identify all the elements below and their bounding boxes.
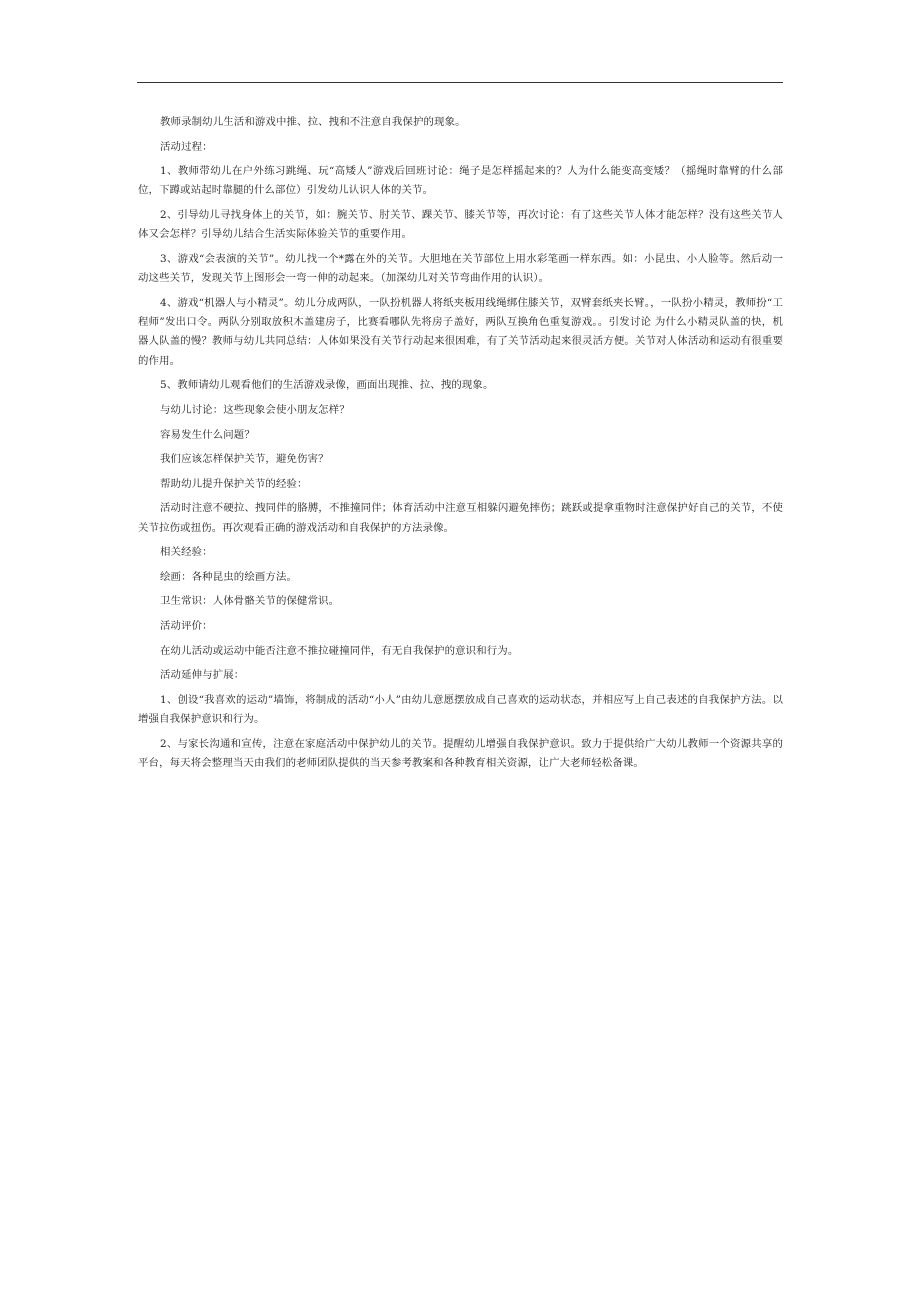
- heading-activity-process: 活动过程：: [160, 140, 213, 153]
- paragraph-discussion-question-1: 与幼儿讨论：这些现象会使小朋友怎样？: [160, 403, 350, 416]
- paragraph-protection-tips: 活动时注意不硬拉、拽同伴的胳膊，不推撞同伴；体育活动中注意互相躲闪避免摔伤；跳跃或提拿重物时注意保护好自己的关节，不使关节拉伤或扭伤。再次观看正确的游戏活动和自我保护的方法录像。: [138, 502, 783, 534]
- paragraph-extension-1: 1、创设“我喜欢的运动”墙饰，将制成的活动“小人”由幼儿意愿摆放成自己喜欢的运动状态，并相应写上自己表述的自我保护方法。以增强自我保护意识和行为。: [138, 693, 783, 726]
- document-body: [138, 113, 783, 779]
- paragraph-step-2: 2、引导幼儿寻找身体上的关节，如：腕关节、肘关节、踝关节、膝关节等，再次讨论：有了这些关节人体才能怎样？没有这些关节人体又会怎样？引导幼儿结合生活实际体验关节的重要作用。: [138, 209, 783, 241]
- heading-related-experience: 相关经验：: [160, 546, 213, 559]
- paragraph-step-3: 3、游戏“会表演的关节”。幼儿找一个*露在外的关节。大胆地在关节部位上用水彩笔画一样东西。如：小昆虫、小人脸等。然后动一动这些关节，发现关节上图形会一弯一伸的动起来。（加深幼儿对关节弯曲作用的认识）。: [138, 252, 783, 285]
- heading-activity-evaluation: 活动评价：: [160, 619, 213, 632]
- paragraph-extension-2: 2、与家长沟通和宣传，注意在家庭活动中保护幼儿的关节。提醒幼儿增强自我保护意识。致力于提供给广大幼儿教师一个资源共享的平台，每天将会整理当天由我们的老师团队提供的当天参考教案和各种教育相关资源，让广大老师轻松备课。: [138, 737, 783, 769]
- paragraph-discussion-question-3: 我们应该怎样保护关节，避免伤害？: [160, 453, 329, 466]
- paragraph-intro-recording: 教师录制幼儿生活和游戏中推、拉、拽和不注意自我保护的现象。: [160, 116, 466, 128]
- header-divider: [137, 82, 783, 83]
- paragraph-step-1: 1、教师带幼儿在户外练习跳绳、玩“高矮人”游戏后回班讨论：绳子是怎样摇起来的？人为什么能变高变矮？（摇绳时靠臂的什么部位，下蹲或站起时靠腿的什么部位）引发幼儿认识人体的关节。: [138, 165, 783, 197]
- heading-protection-experience: 帮助幼儿提升保护关节的经验：: [160, 477, 308, 490]
- paragraph-discussion-question-2: 容易发生什么问题？: [160, 428, 255, 441]
- paragraph-evaluation: 在幼儿活动或运动中能否注意不推拉碰撞同伴，有无自我保护的意识和行为。: [160, 644, 519, 657]
- paragraph-step-5: 5、教师请幼儿观看他们的生活游戏录像，画面出现推、拉、拽的现象。: [160, 379, 494, 392]
- paragraph-drawing: 绘画：各种昆虫的绘画方法。: [160, 570, 298, 583]
- paragraph-step-4: 4、游戏“机器人与小精灵”。幼儿分成两队，一队扮机器人将纸夹板用线绳绑住膝关节，双臂套纸夹长臂。，一队扮小精灵，教师扮“工程师”发出口令。两队分别取放积木盖建房子，比赛看哪队先将房子盖好，两队互换角色重复游戏。。引发讨论 为什么小精灵队盖的快，机器人队盖的慢？教师与幼儿共同总结：人体如果没有关节行动起来很困难，有了关节活动起来很灵活方便。关节对人体活动和运动有很重要的作用。: [138, 296, 783, 367]
- heading-activity-extension: 活动延伸与扩展：: [160, 669, 245, 682]
- paragraph-health-knowledge: 卫生常识：人体骨骼关节的保健常识。: [160, 595, 340, 608]
